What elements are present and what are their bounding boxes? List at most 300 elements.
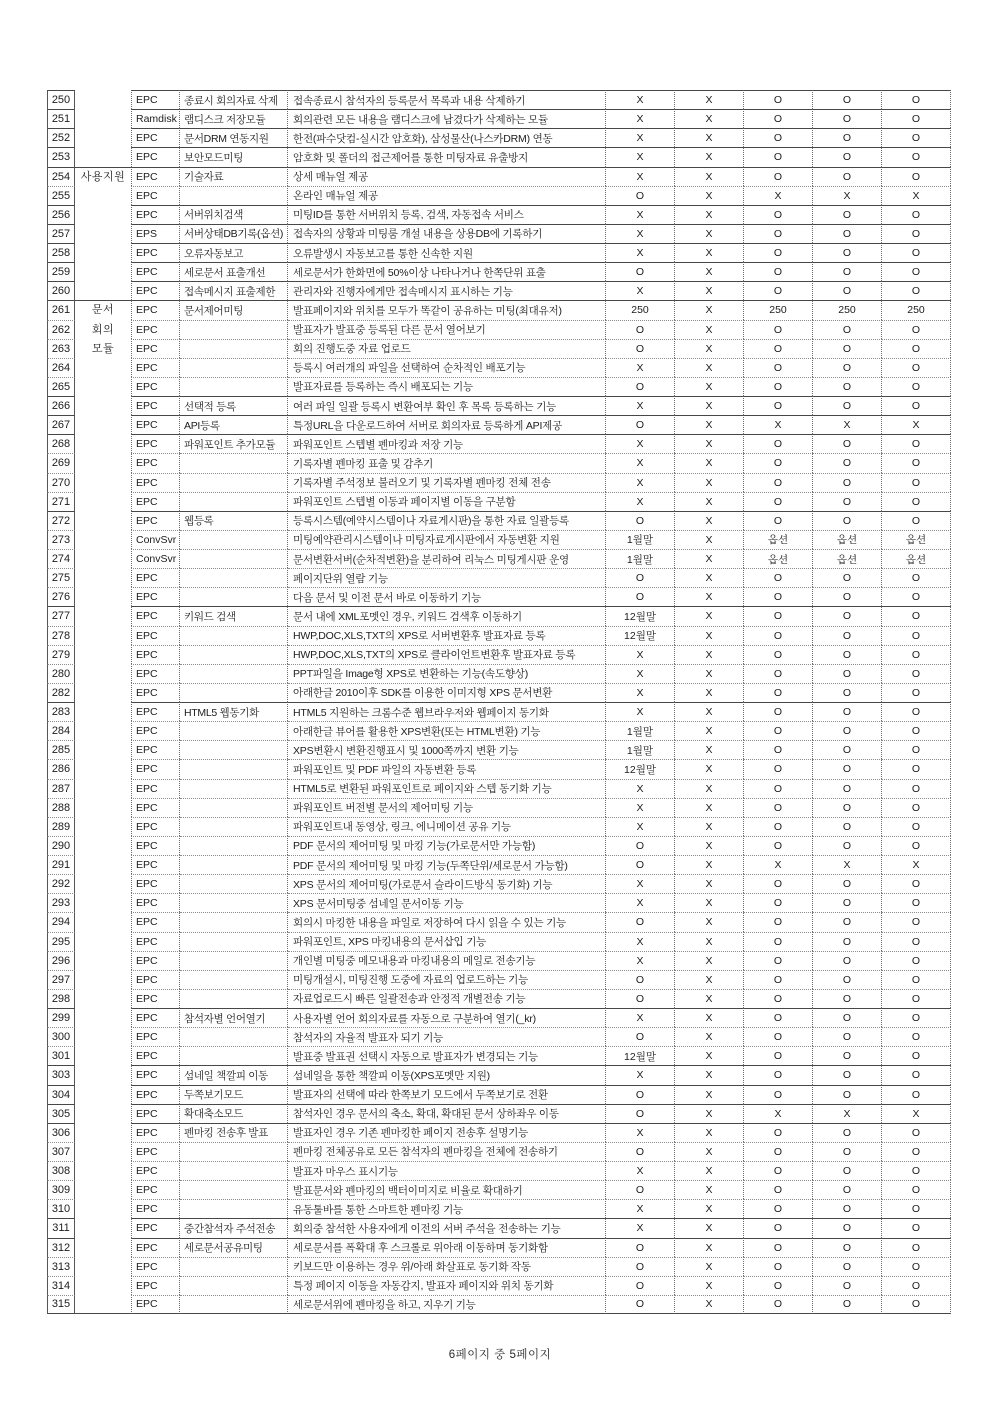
- row-number-cell: 256: [47, 205, 75, 224]
- support-value-cell: O: [744, 798, 813, 817]
- feature-name-cell: [180, 492, 288, 511]
- support-value-cell: 1월말: [606, 549, 675, 568]
- module-cell: EPC: [131, 128, 180, 147]
- row-number-cell: 289: [47, 817, 75, 836]
- support-value-cell: O: [606, 320, 675, 339]
- support-value-cell: O: [744, 721, 813, 740]
- support-value-cell: O: [606, 1180, 675, 1199]
- support-value-cell: X: [675, 320, 744, 339]
- description-cell: 세로문서를 폭확대 후 스크롤로 위아래 이동하며 동기화함: [288, 1238, 606, 1257]
- support-value-cell: O: [882, 1257, 951, 1276]
- support-value-cell: X: [675, 358, 744, 377]
- row-number-cell: 259: [47, 262, 75, 281]
- support-value-cell: O: [813, 912, 882, 931]
- module-cell: EPC: [131, 511, 180, 530]
- feature-name-cell: [180, 740, 288, 759]
- row-number-cell: 307: [47, 1142, 75, 1161]
- support-value-cell: O: [744, 1142, 813, 1161]
- support-value-cell: O: [882, 281, 951, 300]
- support-value-cell: O: [606, 186, 675, 205]
- support-value-cell: O: [606, 912, 675, 931]
- support-value-cell: O: [882, 473, 951, 492]
- feature-name-cell: 접속메시지 표출제한: [180, 281, 288, 300]
- description-cell: 아래한글 뷰어를 활용한 XPS변환(또는 HTML변환) 기능: [288, 721, 606, 740]
- description-cell: 문서 내에 XML포멧인 경우, 키워드 검색후 이동하기: [288, 606, 606, 625]
- feature-name-cell: [180, 951, 288, 970]
- support-value-cell: X: [882, 415, 951, 434]
- module-cell: EPC: [131, 453, 180, 472]
- support-value-cell: O: [813, 473, 882, 492]
- module-cell: EPC: [131, 1257, 180, 1276]
- support-value-cell: O: [606, 339, 675, 358]
- module-cell: EPC: [131, 1142, 180, 1161]
- description-cell: 파워포인트, XPS 마킹내용의 문서삽입 기능: [288, 932, 606, 951]
- feature-name-cell: [180, 817, 288, 836]
- feature-name-cell: HTML5 웹동기화: [180, 702, 288, 721]
- support-value-cell: O: [813, 874, 882, 893]
- support-value-cell: O: [882, 893, 951, 912]
- row-number-cell: 276: [47, 587, 75, 606]
- row-number-cell: 251: [47, 109, 75, 128]
- support-value-cell: O: [744, 1199, 813, 1218]
- row-number-cell: 260: [47, 281, 75, 300]
- support-value-cell: O: [744, 1123, 813, 1142]
- support-value-cell: X: [606, 951, 675, 970]
- feature-name-cell: [180, 549, 288, 568]
- support-value-cell: O: [882, 492, 951, 511]
- feature-name-cell: [180, 664, 288, 683]
- support-value-cell: X: [675, 453, 744, 472]
- support-value-cell: O: [813, 721, 882, 740]
- support-value-cell: 옵션: [882, 530, 951, 549]
- support-value-cell: O: [744, 205, 813, 224]
- row-number-cell: 296: [47, 951, 75, 970]
- support-value-cell: X: [675, 759, 744, 778]
- support-value-cell: 12월말: [606, 759, 675, 778]
- feature-comparison-table: [47, 90, 951, 1314]
- support-value-cell: O: [744, 224, 813, 243]
- support-value-cell: 옵션: [744, 530, 813, 549]
- module-cell: EPC: [131, 186, 180, 205]
- support-value-cell: O: [882, 243, 951, 262]
- feature-name-cell: [180, 320, 288, 339]
- support-value-cell: O: [744, 702, 813, 721]
- description-cell: 미팅개설시, 미팅진행 도중에 자료의 업로드하는 기능: [288, 970, 606, 989]
- support-value-cell: O: [744, 1046, 813, 1065]
- support-value-cell: 12월말: [606, 626, 675, 645]
- support-value-cell: X: [606, 473, 675, 492]
- description-cell: XPS 문서의 제어미팅(가로문서 슬라이드방식 동기화) 기능: [288, 874, 606, 893]
- row-number-cell: 299: [47, 1008, 75, 1027]
- feature-name-cell: 키워드 검색: [180, 606, 288, 625]
- support-value-cell: O: [744, 1295, 813, 1314]
- feature-name-cell: 서버위치검색: [180, 205, 288, 224]
- description-cell: 세로문서위에 펜마킹을 하고, 지우기 기능: [288, 1295, 606, 1314]
- feature-name-cell: [180, 779, 288, 798]
- row-number-cell: 268: [47, 434, 75, 453]
- support-value-cell: O: [606, 415, 675, 434]
- row-number-cell: 308: [47, 1161, 75, 1180]
- support-value-cell: X: [675, 224, 744, 243]
- support-value-cell: O: [813, 1065, 882, 1084]
- module-cell: ConvSvr: [131, 530, 180, 549]
- feature-name-cell: [180, 626, 288, 645]
- support-value-cell: X: [675, 932, 744, 951]
- support-value-cell: O: [813, 109, 882, 128]
- row-number-cell: 293: [47, 893, 75, 912]
- category-label-line: 모듈: [91, 342, 115, 355]
- support-value-cell: X: [606, 128, 675, 147]
- support-value-cell: O: [882, 205, 951, 224]
- feature-name-cell: [180, 377, 288, 396]
- support-value-cell: X: [744, 855, 813, 874]
- support-value-cell: O: [882, 626, 951, 645]
- support-value-cell: X: [606, 109, 675, 128]
- support-value-cell: X: [675, 645, 744, 664]
- module-cell: EPC: [131, 396, 180, 415]
- category-label-line: 사용지원: [80, 170, 126, 183]
- row-number-cell: 284: [47, 721, 75, 740]
- support-value-cell: X: [675, 721, 744, 740]
- row-number-cell: 278: [47, 626, 75, 645]
- module-cell: EPC: [131, 1027, 180, 1046]
- support-value-cell: X: [744, 415, 813, 434]
- module-cell: EPC: [131, 473, 180, 492]
- support-value-cell: X: [606, 434, 675, 453]
- support-value-cell: O: [813, 1218, 882, 1237]
- support-value-cell: X: [606, 702, 675, 721]
- module-cell: EPC: [131, 492, 180, 511]
- support-value-cell: O: [744, 779, 813, 798]
- support-value-cell: O: [813, 893, 882, 912]
- support-value-cell: O: [813, 1257, 882, 1276]
- support-value-cell: O: [606, 1085, 675, 1104]
- row-number-cell: 291: [47, 855, 75, 874]
- support-value-cell: X: [675, 128, 744, 147]
- support-value-cell: O: [813, 358, 882, 377]
- support-value-cell: O: [744, 1085, 813, 1104]
- description-cell: 발표자 마우스 표시기능: [288, 1161, 606, 1180]
- module-cell: EPC: [131, 587, 180, 606]
- support-value-cell: O: [882, 817, 951, 836]
- description-cell: HWP,DOC,XLS,TXT의 XPS로 서버변환후 발표자료 등록: [288, 626, 606, 645]
- support-value-cell: X: [744, 186, 813, 205]
- support-value-cell: X: [606, 1218, 675, 1237]
- support-value-cell: O: [882, 339, 951, 358]
- support-value-cell: O: [606, 511, 675, 530]
- support-value-cell: O: [744, 683, 813, 702]
- support-value-cell: O: [882, 453, 951, 472]
- description-cell: 유동툴바를 통한 스마트한 펜마킹 기능: [288, 1199, 606, 1218]
- feature-name-cell: [180, 1257, 288, 1276]
- description-cell: 사용자별 언어 회의자료를 자동으로 구분하여 열기(_kr): [288, 1008, 606, 1027]
- support-value-cell: O: [813, 377, 882, 396]
- support-value-cell: O: [813, 568, 882, 587]
- row-number-cell: 273: [47, 530, 75, 549]
- support-value-cell: O: [744, 1161, 813, 1180]
- feature-name-cell: 웹등록: [180, 511, 288, 530]
- support-value-cell: X: [675, 798, 744, 817]
- support-value-cell: O: [882, 396, 951, 415]
- support-value-cell: O: [813, 453, 882, 472]
- row-number-cell: 267: [47, 415, 75, 434]
- feature-name-cell: [180, 587, 288, 606]
- support-value-cell: O: [744, 281, 813, 300]
- module-cell: EPC: [131, 912, 180, 931]
- support-value-cell: X: [606, 1008, 675, 1027]
- feature-name-cell: 기술자료: [180, 167, 288, 186]
- support-value-cell: 1월말: [606, 721, 675, 740]
- support-value-cell: X: [606, 1123, 675, 1142]
- module-cell: EPC: [131, 1085, 180, 1104]
- support-value-cell: X: [606, 281, 675, 300]
- support-value-cell: X: [606, 358, 675, 377]
- support-value-cell: O: [882, 1046, 951, 1065]
- support-value-cell: X: [675, 434, 744, 453]
- row-number-cell: 252: [47, 128, 75, 147]
- support-value-cell: O: [606, 262, 675, 281]
- support-value-cell: X: [675, 1008, 744, 1027]
- support-value-cell: O: [606, 377, 675, 396]
- feature-name-cell: 종료시 회의자료 삭제: [180, 90, 288, 109]
- support-value-cell: O: [813, 339, 882, 358]
- row-number-cell: 286: [47, 759, 75, 778]
- description-cell: 기록자별 주석정보 불러오기 및 기록자별 펜마킹 전체 전송: [288, 473, 606, 492]
- module-cell: EPC: [131, 740, 180, 759]
- category-label-line: 회의: [91, 323, 115, 336]
- support-value-cell: O: [813, 587, 882, 606]
- support-value-cell: X: [675, 951, 744, 970]
- description-cell: 문서변환서버(순차적변환)을 분리하여 리눅스 미팅게시판 운영: [288, 549, 606, 568]
- module-cell: EPC: [131, 970, 180, 989]
- support-value-cell: O: [744, 587, 813, 606]
- support-value-cell: X: [675, 167, 744, 186]
- support-value-cell: O: [744, 1065, 813, 1084]
- support-value-cell: 1월말: [606, 740, 675, 759]
- description-cell: 파워포인트내 동영상, 링크, 에니메이션 공유 기능: [288, 817, 606, 836]
- description-cell: 펜마킹 전체공유로 모든 참석자의 펜마킹을 전체에 전송하기: [288, 1142, 606, 1161]
- support-value-cell: O: [813, 970, 882, 989]
- support-value-cell: X: [606, 167, 675, 186]
- support-value-cell: X: [675, 1257, 744, 1276]
- support-value-cell: O: [744, 568, 813, 587]
- support-value-cell: X: [675, 606, 744, 625]
- feature-name-cell: [180, 759, 288, 778]
- support-value-cell: X: [675, 1199, 744, 1218]
- support-value-cell: O: [744, 262, 813, 281]
- support-value-cell: O: [744, 1008, 813, 1027]
- support-value-cell: X: [675, 1180, 744, 1199]
- support-value-cell: O: [606, 989, 675, 1008]
- support-value-cell: X: [675, 377, 744, 396]
- module-cell: EPC: [131, 300, 180, 319]
- module-cell: EPC: [131, 702, 180, 721]
- row-number-cell: 292: [47, 874, 75, 893]
- support-value-cell: X: [882, 855, 951, 874]
- category-cell: [75, 300, 131, 1314]
- support-value-cell: O: [744, 759, 813, 778]
- support-value-cell: X: [813, 1104, 882, 1123]
- description-cell: 키보드만 이용하는 경우 위/아래 화살표로 동기화 작동: [288, 1257, 606, 1276]
- support-value-cell: 옵션: [813, 549, 882, 568]
- support-value-cell: O: [882, 568, 951, 587]
- row-number-cell: 298: [47, 989, 75, 1008]
- support-value-cell: O: [744, 377, 813, 396]
- support-value-cell: O: [882, 1180, 951, 1199]
- support-value-cell: O: [744, 817, 813, 836]
- support-value-cell: X: [606, 1199, 675, 1218]
- row-number-cell: 270: [47, 473, 75, 492]
- support-value-cell: 옵션: [813, 530, 882, 549]
- support-value-cell: 1월말: [606, 530, 675, 549]
- description-cell: 특정URL을 다운로드하여 서버로 회의자료 등록하게 API제공: [288, 415, 606, 434]
- support-value-cell: O: [813, 740, 882, 759]
- support-value-cell: O: [882, 167, 951, 186]
- support-value-cell: 12월말: [606, 1046, 675, 1065]
- support-value-cell: O: [882, 1199, 951, 1218]
- support-value-cell: O: [744, 1027, 813, 1046]
- support-value-cell: O: [882, 951, 951, 970]
- support-value-cell: X: [882, 1104, 951, 1123]
- support-value-cell: O: [813, 1123, 882, 1142]
- description-cell: 기록자별 펜마킹 표출 및 감추기: [288, 453, 606, 472]
- row-number-cell: 288: [47, 798, 75, 817]
- support-value-cell: O: [606, 1295, 675, 1314]
- support-value-cell: O: [744, 932, 813, 951]
- support-value-cell: O: [744, 434, 813, 453]
- row-number-cell: 258: [47, 243, 75, 262]
- support-value-cell: O: [813, 511, 882, 530]
- module-cell: EPC: [131, 645, 180, 664]
- support-value-cell: O: [744, 626, 813, 645]
- description-cell: 관리자와 진행자에게만 접속메시지 표시하는 기능: [288, 281, 606, 300]
- description-cell: 미팅ID를 통한 서버위치 등록, 검색, 자동접속 서비스: [288, 205, 606, 224]
- support-value-cell: O: [744, 1257, 813, 1276]
- support-value-cell: X: [675, 1123, 744, 1142]
- support-value-cell: O: [744, 243, 813, 262]
- feature-name-cell: 세로문서 표출개선: [180, 262, 288, 281]
- support-value-cell: X: [813, 855, 882, 874]
- feature-name-cell: [180, 1180, 288, 1199]
- module-cell: EPC: [131, 779, 180, 798]
- category-cell: [75, 90, 131, 167]
- support-value-cell: O: [813, 1199, 882, 1218]
- support-value-cell: O: [606, 970, 675, 989]
- module-cell: EPS: [131, 224, 180, 243]
- support-value-cell: O: [813, 989, 882, 1008]
- module-cell: EPC: [131, 320, 180, 339]
- support-value-cell: O: [744, 1238, 813, 1257]
- support-value-cell: O: [882, 740, 951, 759]
- module-cell: EPC: [131, 1123, 180, 1142]
- row-number-cell: 290: [47, 836, 75, 855]
- description-cell: 접속종료시 참석자의 등록문서 목록과 내용 삭제하기: [288, 90, 606, 109]
- description-cell: 회의중 참석한 사용자에게 이전의 서버 주석을 전송하는 기능: [288, 1218, 606, 1237]
- support-value-cell: O: [606, 1104, 675, 1123]
- support-value-cell: O: [882, 836, 951, 855]
- support-value-cell: X: [675, 1027, 744, 1046]
- support-value-cell: O: [606, 1276, 675, 1295]
- description-cell: 세로문서가 한화면에 50%이상 나타나거나 한쪽단위 표출: [288, 262, 606, 281]
- row-number-cell: 283: [47, 702, 75, 721]
- support-value-cell: 250: [606, 300, 675, 319]
- description-cell: 파워포인트 스텝별 이동과 페이지별 이동을 구분함: [288, 492, 606, 511]
- description-cell: 특정 페이지 이동을 자동감지, 발표자 페이지와 위치 동기화: [288, 1276, 606, 1295]
- row-number-cell: 310: [47, 1199, 75, 1218]
- row-number-cell: 311: [47, 1218, 75, 1237]
- support-value-cell: O: [606, 568, 675, 587]
- support-value-cell: O: [813, 1180, 882, 1199]
- row-number-cell: 295: [47, 932, 75, 951]
- support-value-cell: X: [675, 970, 744, 989]
- support-value-cell: O: [882, 90, 951, 109]
- module-cell: EPC: [131, 358, 180, 377]
- support-value-cell: O: [744, 912, 813, 931]
- feature-name-cell: [180, 893, 288, 912]
- module-cell: EPC: [131, 1065, 180, 1084]
- support-value-cell: O: [882, 912, 951, 931]
- description-cell: 접속자의 상황과 미팅룸 개설 내용을 상용DB에 기록하기: [288, 224, 606, 243]
- support-value-cell: X: [675, 1161, 744, 1180]
- support-value-cell: O: [882, 320, 951, 339]
- support-value-cell: O: [882, 1295, 951, 1314]
- support-value-cell: X: [675, 281, 744, 300]
- feature-name-cell: [180, 1276, 288, 1295]
- support-value-cell: O: [882, 1123, 951, 1142]
- row-number-cell: 275: [47, 568, 75, 587]
- description-cell: 발표자료를 등록하는 즉시 배포되는 기능: [288, 377, 606, 396]
- support-value-cell: X: [606, 683, 675, 702]
- support-value-cell: O: [813, 645, 882, 664]
- support-value-cell: O: [813, 932, 882, 951]
- support-value-cell: O: [744, 645, 813, 664]
- module-cell: EPC: [131, 167, 180, 186]
- module-cell: EPC: [131, 798, 180, 817]
- support-value-cell: O: [882, 358, 951, 377]
- feature-name-cell: [180, 1295, 288, 1314]
- description-cell: PDF 문서의 제어미팅 및 마킹 기능(두쪽단위/세로문서 가능함): [288, 855, 606, 874]
- support-value-cell: X: [606, 645, 675, 664]
- description-cell: 아래한글 2010이후 SDK를 이용한 이미지형 XPS 문서변환: [288, 683, 606, 702]
- description-cell: 미팅예약관리시스템이나 미팅자료게시판에서 자동변환 지원: [288, 530, 606, 549]
- support-value-cell: O: [606, 1238, 675, 1257]
- feature-name-cell: 펜마킹 전송후 발표: [180, 1123, 288, 1142]
- module-cell: EPC: [131, 606, 180, 625]
- support-value-cell: O: [882, 1008, 951, 1027]
- support-value-cell: O: [882, 147, 951, 166]
- support-value-cell: O: [813, 1142, 882, 1161]
- support-value-cell: O: [813, 1295, 882, 1314]
- support-value-cell: X: [744, 1104, 813, 1123]
- support-value-cell: O: [882, 1218, 951, 1237]
- support-value-cell: O: [744, 951, 813, 970]
- support-value-cell: O: [813, 1276, 882, 1295]
- support-value-cell: X: [675, 549, 744, 568]
- description-cell: 섬네일을 통한 책깔피 이동(XPS포멧만 지원): [288, 1065, 606, 1084]
- support-value-cell: X: [675, 1295, 744, 1314]
- row-number-cell: 274: [47, 549, 75, 568]
- row-number-cell: 313: [47, 1257, 75, 1276]
- support-value-cell: X: [675, 1276, 744, 1295]
- feature-name-cell: 문서DRM 연동지원: [180, 128, 288, 147]
- support-value-cell: O: [606, 855, 675, 874]
- support-value-cell: 250: [744, 300, 813, 319]
- description-cell: 페이지단위 열람 기능: [288, 568, 606, 587]
- support-value-cell: X: [606, 492, 675, 511]
- support-value-cell: O: [882, 702, 951, 721]
- support-value-cell: X: [606, 224, 675, 243]
- support-value-cell: X: [675, 626, 744, 645]
